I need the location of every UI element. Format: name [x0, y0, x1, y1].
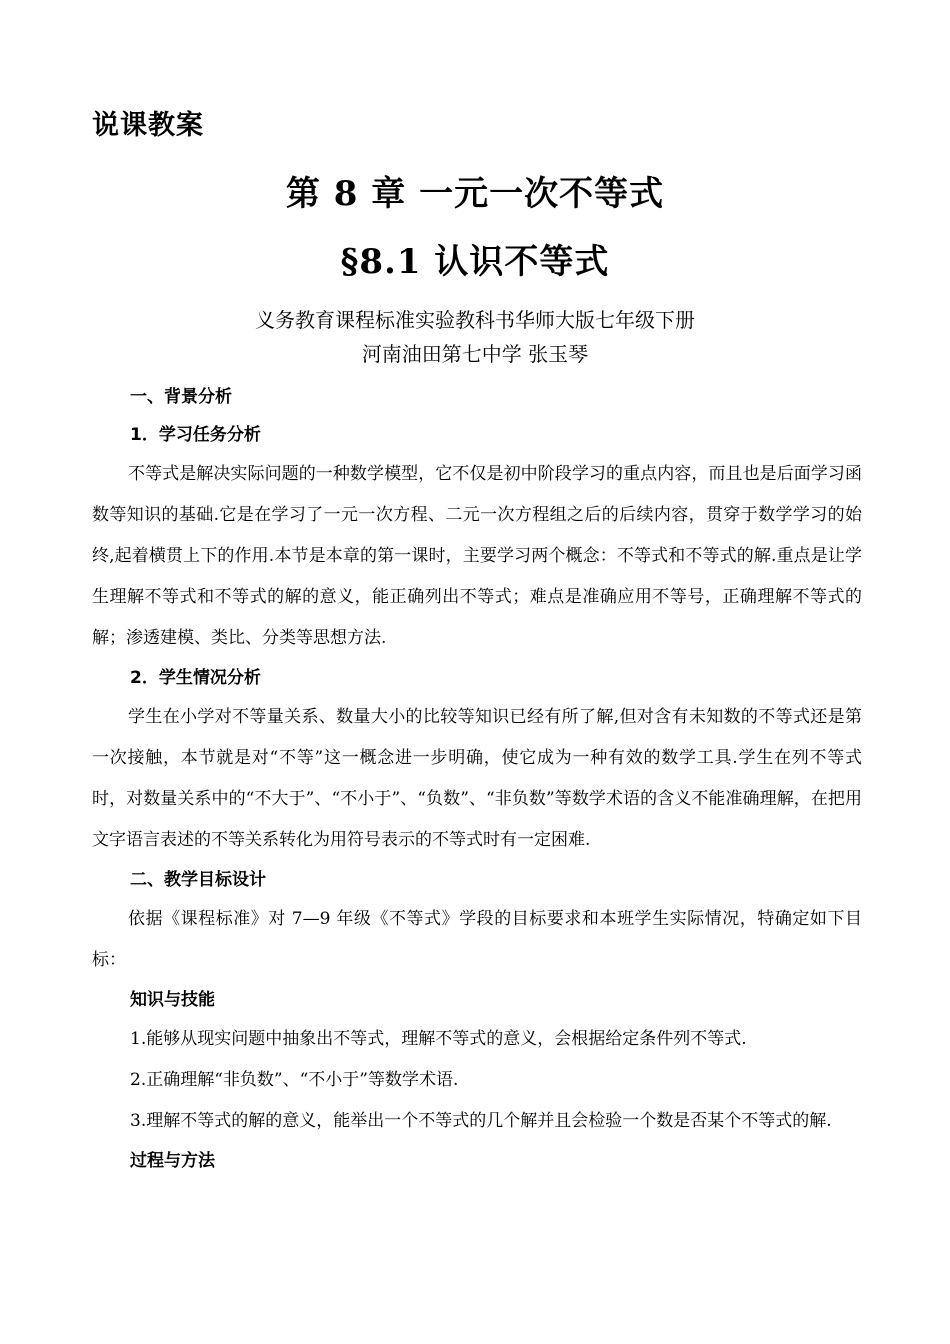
objective-item: 1.能够从现实问题中抽象出不等式，理解不等式的意义，会根据给定条件列不等式.: [130, 1029, 747, 1049]
document-label: 说课教案: [92, 110, 204, 141]
paragraph-student-analysis: 学生在小学对不等量关系、数量大小的比较等知识已经有所了解,但对含有未知数的不等式还是第一次接触，本节就是对“不等”这一概念进一步明确，使它成为一种有效的数学工具.学生在列不等式时，对数量关系中的“不大于”、“不小于”、“负数”、“非负数”等数学术语的含义不能准确理解，在把用文字语言表述的不等关系转化为用符号表示的不等式时有一定困难.: [92, 707, 862, 850]
chapter-title: 第 8 章 一元一次不等式: [285, 174, 665, 214]
subheading-knowledge-skills: 知识与技能: [130, 990, 215, 1010]
subheading-task-analysis: 1．学习任务分析: [130, 425, 261, 445]
author-line: 河南油田第七中学 张玉琴: [361, 342, 589, 366]
paragraph-objectives-intro: 依据《课程标准》对 7—9 年级《不等式》学段的目标要求和本班学生实际情况，特确定如下目标：: [92, 909, 862, 970]
subheading-student-analysis: 2．学生情况分析: [130, 668, 261, 688]
section-heading-objectives: 二、教学目标设计: [130, 870, 266, 890]
paragraph-task-analysis: 不等式是解决实际问题的一种数学模型，它不仅是初中阶段学习的重点内容，而且也是后面学习函数等知识的基础.它是在学习了一元一次方程、二元一次方程组之后的后续内容，贯穿于数学学习的始终,起着横贯上下的作用.本节是本章的第一课时，主要学习两个概念：不等式和不等式的解.重点是让学生理解不等式和不等式的解的意义，能正确列出不等式；难点是准确应用不等号，正确理解不等式的解；渗透建模、类比、分类等思想方法.: [92, 464, 862, 648]
section-title: §8.1 认识不等式: [340, 242, 610, 282]
document-body: [92, 378, 862, 1180]
textbook-subtitle: 义务教育课程标准实验教科书华师大版七年级下册: [255, 308, 695, 332]
section-heading-background: 一、背景分析: [130, 387, 232, 407]
objective-item: 3.理解不等式的解的意义，能举出一个不等式的几个解并且会检验一个数是否某个不等式的解.: [130, 1111, 832, 1131]
objective-item: 2.正确理解“非负数”、“不小于”等数学术语.: [130, 1070, 459, 1090]
subheading-process-methods: 过程与方法: [130, 1151, 215, 1171]
